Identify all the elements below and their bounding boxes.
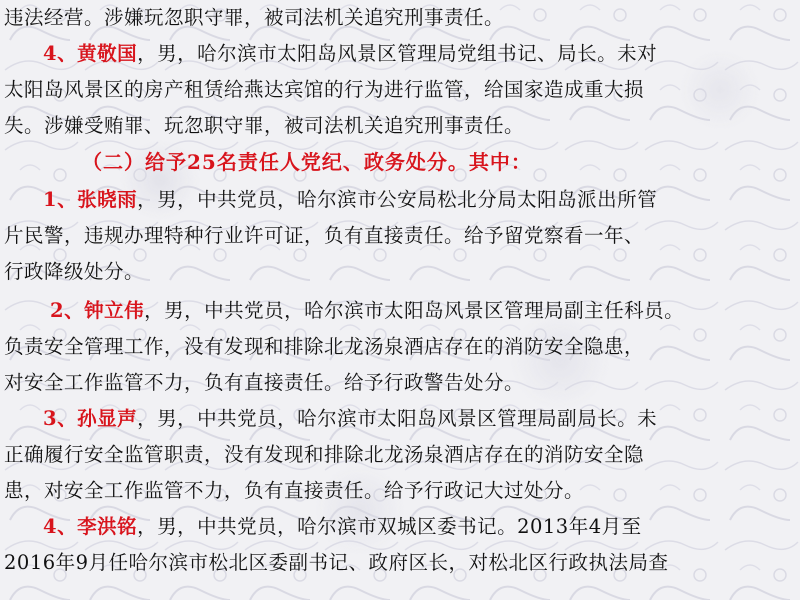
text-line-6: 1、张晓雨，男，中共党员，哈尔滨市公安局松北分局太阳岛派出所管 [43,188,658,211]
text-line-14: 患，对安全工作监管不力，负有直接责任。给予行政记大过处分。 [4,479,585,502]
text-line-10: 负责安全管理工作，没有发现和排除北龙汤泉酒店存在的消防安全隐患， [4,335,645,358]
text-line-4: 失。涉嫌受贿罪、玩忽职守罪，被司法机关追究刑事责任。 [4,114,525,137]
text-line-9: 2、钟立伟，男，中共党员，哈尔滨市太阳岛风景区管理局副主任科员。 [50,299,685,322]
text-line-11: 对安全工作监管不力，负有直接责任。给予行政警告处分。 [4,371,525,394]
text-line-3: 太阳岛风景区的房产租赁给燕达宾馆的行为进行监管，给国家造成重大损 [4,78,645,101]
text-line-8: 行政降级处分。 [4,260,145,283]
person-name-huang: 4、黄敬国 [43,42,138,65]
person-name-sun: 3、孙显声 [43,407,138,430]
text-line-2: 4、黄敬国，男，哈尔滨市太阳岛风景区管理局党组书记、局长。未对 [43,42,658,65]
person-name-li: 4、李洪铭 [43,515,138,538]
text-line-7: 片民警，违规办理特种行业许可证，负有直接责任。给予留党察看一年、 [4,224,645,247]
text-line-16: 2016年9月任哈尔滨市松北区委副书记、政府区长，对松北区行政执法局查 [4,551,669,574]
text-line-13: 正确履行安全监管职责，没有发现和排除北龙汤泉酒店存在的消防安全隐 [4,443,645,466]
person-name-zhong: 2、钟立伟 [50,299,145,322]
text-line-1: 违法经营。涉嫌玩忽职守罪，被司法机关追究刑事责任。 [4,6,505,29]
person-name-zhang: 1、张晓雨 [43,188,138,211]
text-line-12: 3、孙显声，男，中共党员，哈尔滨市太阳岛风景区管理局副局长。未 [43,407,658,430]
text-line-15: 4、李洪铭，男，中共党员，哈尔滨市双城区委书记。2013年4月至 [43,515,642,538]
section-heading: （二）给予25名责任人党纪、政务处分。其中： [82,150,532,174]
